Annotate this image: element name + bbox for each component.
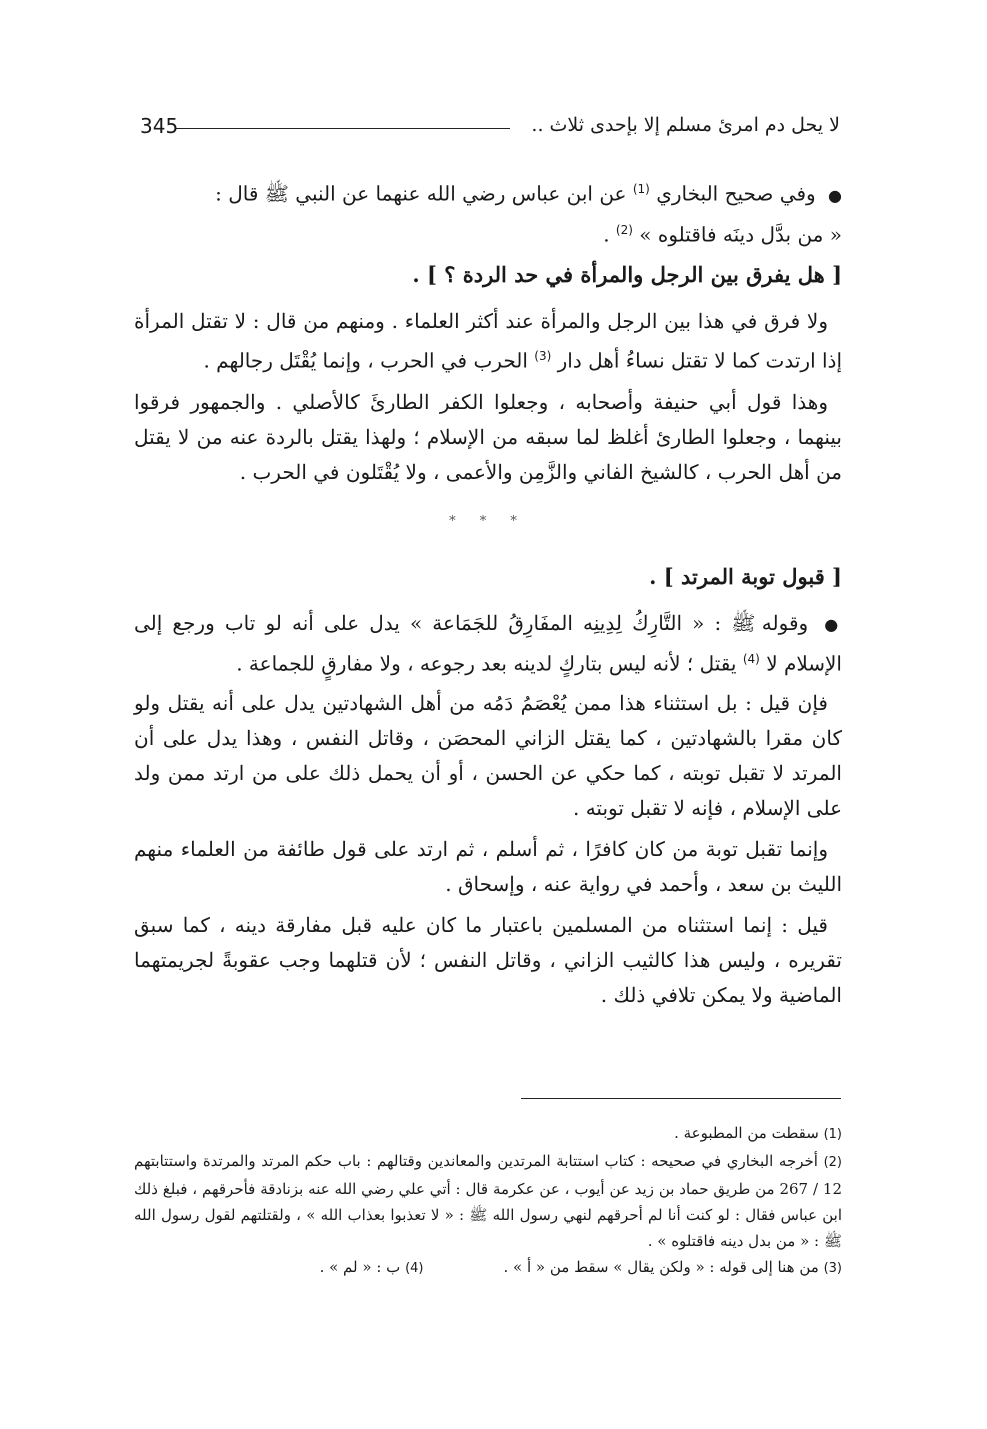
footnote-row — [134, 1254, 842, 1282]
footnote-text: أخرجه البخاري في صحيحه : كتاب استتابة المرتدين والمعاندين وقتالهم : باب حكم المرتد والمرتدة واستتابتهم 12 / 267 من طريق حماد بن زيد عن أيوب ، عن عكرمة قال : أتي علي رضي الله عنه بزنادقة فأحرقهم ، فبلغ ذلك ابن عباس فقال : لو كنت أنا لم أحرقهم لنهي رسول الله ﷺ : « لا تعذبوا بعذاب الله » ، ولقتلتهم لقول رسول الله ﷺ : « من بدل دينه فاقتلوه » . — [134, 1152, 842, 1250]
paragraph-accepted-repentance: وإنما تقبل توبة من كان كافرًا ، ثم أسلم ، ثم ارتد على قول طائفة من العلماء منهم الليث بن سعد ، وأحمد في رواية عنه ، وإسحاق . — [134, 836, 842, 896]
paragraph-objection: فإن قيل : بل استثناء هذا ممن يُعْصَمُ دَمُه من أهل الشهادتين يدل على أنه يقتل ولو كان مقرا بالشهادتين ، كما يقتل الزاني المحصَن ، وقاتل النفس ، وهذا يدل على أن المرتد لا تقبل توبته ، كما حكي عن الحسن ، أو أن يحمل ذلك على من ارتد ممن ولد على الإسلام ، فإنه لا تقبل توبته . — [134, 690, 842, 820]
main-text — [134, 172, 842, 1019]
footnote-marker: (3) — [534, 349, 552, 364]
running-header — [140, 114, 840, 142]
paragraph-reply: قيل : إنما استثناه من المسلمين باعتبار ما كان عليه قبل مفارقة دينه ، كما سبق تقريره ، وليس هذا كالثيب الزاني ، وقاتل النفس ؛ لأن قتلهما وجب عقوبةً لجريمتهما الماضية ولا يمكن تلافي ذلك . — [134, 912, 842, 1007]
paragraph-no-difference — [134, 304, 842, 379]
paragraph-text: ولا فرق في هذا بين الرجل والمرأة عند أكثر العلماء . ومنهم من قال : لا تقتل المرأة إذا ارتدت كما لا تقتل نساءُ أهل دار — [134, 309, 842, 373]
footnotes — [134, 1120, 842, 1282]
paragraph-text: يقتل ؛ لأنه ليس بتاركٍ لدينه بعد رجوعه ، ولا مفارقٍ للجماعة . — [236, 651, 737, 676]
footnote-number: (2) — [823, 1155, 842, 1170]
footnote-4 — [320, 1254, 424, 1282]
paragraph-end: . — [603, 222, 610, 247]
footnote-3 — [504, 1254, 843, 1282]
paragraph-text: وقوله ﷺ : « التَّارِكُ لِدِينِه المفَارِقُ للجَمَاعة » يدل على أنه لو تاب ورجع إلى الإسلام لا — [134, 610, 842, 676]
paragraph-text: وفي صحيح البخاري — [656, 181, 816, 206]
paragraph-abu-hanifa: وهذا قول أبي حنيفة وأصحابه ، وجعلوا الكفر الطارئَ كالأصلي . والجمهور فرقوا بينهما ، وجعلوا الطارئ أغلظ لما سبقه من الإسلام ؛ ولهذا يقتل بالردة عنه من لا يقتل من أهل الحرب ، كالشيخ الفاني والزَّمِن والأعمى ، ولا يُقْتَلون في الحرب . — [134, 389, 842, 484]
header-rule — [176, 128, 510, 129]
paragraph-tarik — [134, 606, 842, 682]
footnote-text: ب : « لم » . — [319, 1258, 401, 1276]
footnote-rule — [521, 1098, 841, 1099]
footnote-marker: (4) — [742, 651, 760, 666]
footnote-1 — [134, 1120, 842, 1148]
footnote-text: سقطت من المطبوعة . — [674, 1124, 819, 1142]
bullet-icon: ● — [824, 614, 842, 634]
section-heading-gender: [ هل يفرق بين الرجل والمرأة في حد الردة ؟ ] . — [412, 262, 842, 288]
footnote-number: (1) — [823, 1127, 842, 1142]
footnote-marker: (1) — [632, 182, 650, 196]
footnote-marker: (2) — [615, 222, 633, 237]
footnote-number: (4) — [405, 1261, 424, 1276]
footnote-text: من هنا إلى قوله : « ولكن يقال » سقط من « أ » . — [503, 1258, 819, 1276]
paragraph-bukhari — [134, 172, 842, 252]
bullet-icon: ● — [828, 185, 842, 205]
page-number: 345 — [140, 114, 179, 138]
running-title: لا يحل دم امرئ مسلم إلا بإحدى ثلاث .. — [531, 114, 840, 136]
footnote-2 — [134, 1148, 842, 1254]
section-separator: * * * — [449, 513, 527, 529]
paragraph-text: الحرب في الحرب ، وإنما يُقْتَل رجالهم . — [203, 348, 528, 373]
paragraph-text: عن ابن عباس رضي الله عنهما عن النبي ﷺ قال : — [215, 181, 627, 206]
hadith-quote: « من بدَّل دينَه فاقتلوه » — [639, 222, 842, 247]
section-heading-repentance: [ قبول توبة المرتد ] . — [649, 563, 842, 589]
footnote-number: (3) — [823, 1261, 842, 1276]
